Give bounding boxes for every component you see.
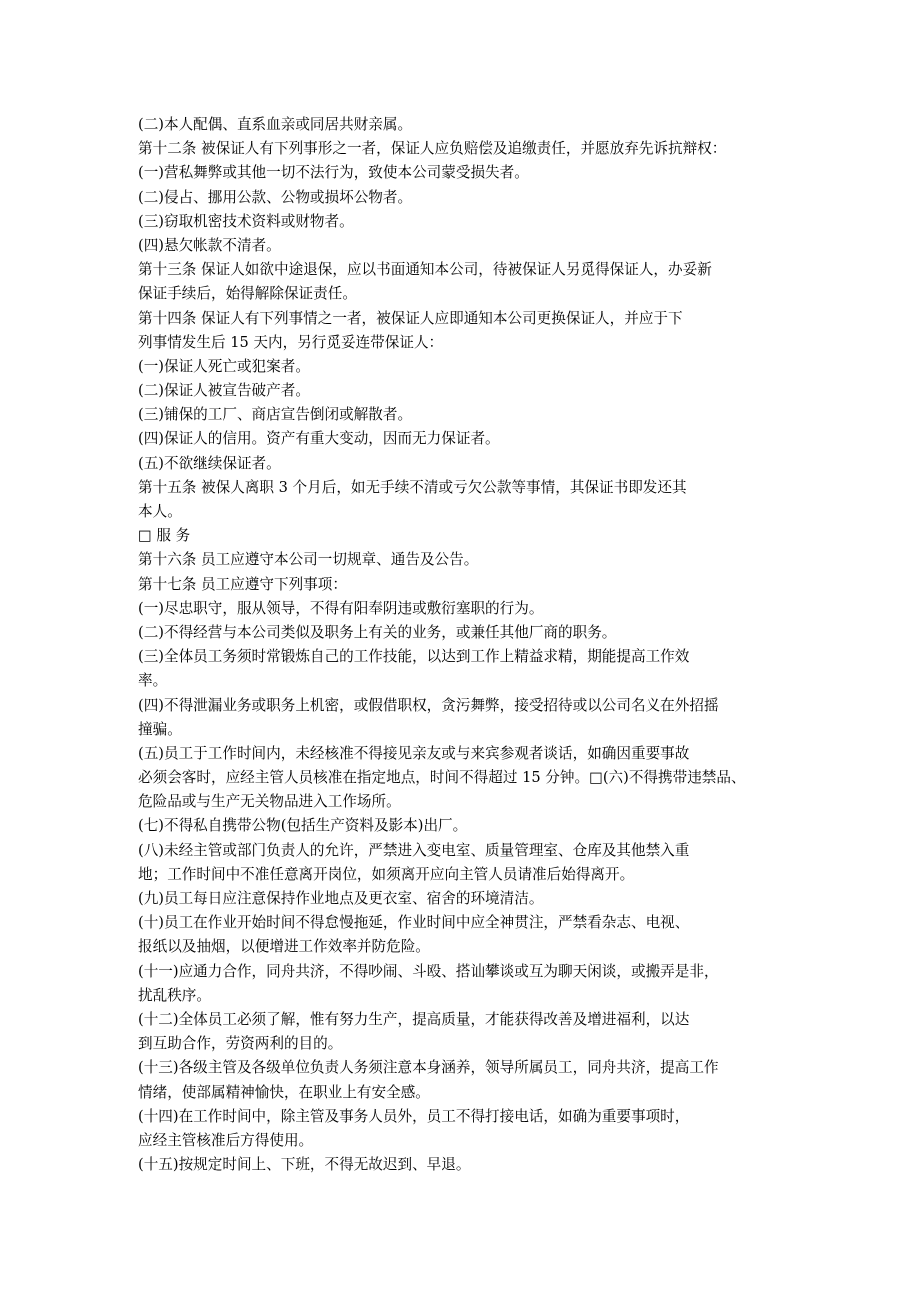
text-line: 地；工作时间中不准任意离开岗位，如须离开应向主管人员请准后始得离开。 xyxy=(138,865,635,883)
text-line: (三)全体员工务须时常锻炼自己的工作技能，以达到工作上精益求精，期能提高工作效 xyxy=(138,648,690,666)
text-line: (一)保证人死亡或犯案者。 xyxy=(138,357,310,375)
text-line: 危险品或与生产无关物品进入工作场所。 xyxy=(138,793,401,811)
text-line: (五)不欲继续保证者。 xyxy=(138,454,281,472)
text-line: (四)保证人的信用。资产有重大变动，因而无力保证者。 xyxy=(138,430,500,448)
document-body xyxy=(138,113,798,1177)
text-line: (九)员工每日应注意保持作业地点及更衣室、宿舍的环境清洁。 xyxy=(138,890,544,907)
text-line: 保证手续后，始得解除保证责任。 xyxy=(138,285,357,303)
text-line: (七)不得私自携带公物(包括生产资料及影本)出厂。 xyxy=(138,817,468,835)
text-line: (十五)按规定时间上、下班，不得无故迟到、早退。 xyxy=(138,1156,471,1174)
text-line: 情绪，使部属精神愉快，在职业上有安全感。 xyxy=(138,1083,430,1101)
text-line: 第十二条 被保证人有下列事形之一者，保证人应负赔偿及追缴责任，并愿放弃先诉抗辩权： xyxy=(138,140,727,158)
text-line: 第十四条 保证人有下列事情之一者，被保证人应即通知本公司更换保证人，并应于下 xyxy=(138,309,683,327)
text-line: 第十六条 员工应遵守本公司一切规章、通告及公告。 xyxy=(138,551,479,569)
text-line: 本人。 xyxy=(138,503,182,520)
text-line: (四)悬欠帐款不清者。 xyxy=(138,236,281,254)
text-line: 第十五条 被保人离职 3 个月后，如无手续不清或亏欠公款等事情，其保证书即发还其 xyxy=(138,478,687,496)
text-line: 列事情发生后 15 天内，另行觅妥连带保证人： xyxy=(138,333,444,351)
text-line: (八)未经主管或部门负责人的允许，严禁进入变电室、质量管理室、仓库及其他禁入重 xyxy=(138,841,690,859)
text-line: (二)不得经营与本公司类似及职务上有关的业务，或兼任其他厂商的职务。 xyxy=(138,623,617,641)
text-line: (十一)应通力合作，同舟共济，不得吵闹、斗殴、搭讪攀谈或互为聊天闲谈，或搬弄是非， xyxy=(138,962,719,980)
text-line: 到互助合作，劳资两利的目的。 xyxy=(138,1035,343,1053)
text-line: (十四)在工作时间中，除主管及事务人员外，员工不得打接电话，如确为重要事项时， xyxy=(138,1107,690,1125)
text-line: (三)窃取机密技术资料或财物者。 xyxy=(138,212,354,230)
text-line: 第十三条 保证人如欲中途退保，应以书面通知本公司，待被保证人另觅得保证人，办妥新 xyxy=(138,261,712,279)
text-line: (二)保证人被宣告破产者。 xyxy=(138,382,310,400)
text-line: 报纸以及抽烟，以便增进工作效率并防危险。 xyxy=(138,938,430,956)
text-line: □ 服 务 xyxy=(138,527,191,545)
text-line: (十三)各级主管及各级单位负责人务须注意本身涵养，领导所属员工，同舟共济，提高工作 xyxy=(138,1059,719,1077)
text-line: (四)不得泄漏业务或职务上机密，或假借职权，贪污舞弊，接受招待或以公司名义在外招摇 xyxy=(138,696,719,714)
text-line: 第十七条 员工应遵守下列事项： xyxy=(138,575,347,593)
text-line: (一)尽忠职守，服从领导，不得有阳奉阴违或敷衍塞职的行为。 xyxy=(138,599,544,617)
text-line: 必须会客时，应经主管人员核准在指定地点，时间不得超过 15 分钟。□(六)不得携带违禁品、 xyxy=(138,769,746,787)
text-line: 撞骗。 xyxy=(138,720,182,738)
text-line: (二)本人配偶、直系血亲或同居共财亲属。 xyxy=(138,116,413,133)
text-line: (十二)全体员工必须了解，惟有努力生产，提高质量，才能获得改善及增进福利，以达 xyxy=(138,1010,690,1028)
text-line: (一)营私舞弊或其他一切不法行为，致使本公司蒙受损失者。 xyxy=(138,164,529,182)
text-line: 应经主管核准后方得使用。 xyxy=(138,1131,314,1149)
text-line: (三)铺保的工厂、商店宣告倒闭或解散者。 xyxy=(138,406,413,424)
text-line: (二)侵占、挪用公款、公物或损坏公物者。 xyxy=(138,188,413,206)
text-line: 扰乱秩序。 xyxy=(138,986,211,1004)
text-line: (五)员工于工作时间内，未经核准不得接见亲友或与来宾参观者谈话，如确因重要事故 xyxy=(138,744,690,762)
text-line: 率。 xyxy=(138,672,168,690)
text-line: (十)员工在作业开始时间不得怠慢拖延，作业时间中应全神贯注，严禁看杂志、电视、 xyxy=(138,914,690,932)
